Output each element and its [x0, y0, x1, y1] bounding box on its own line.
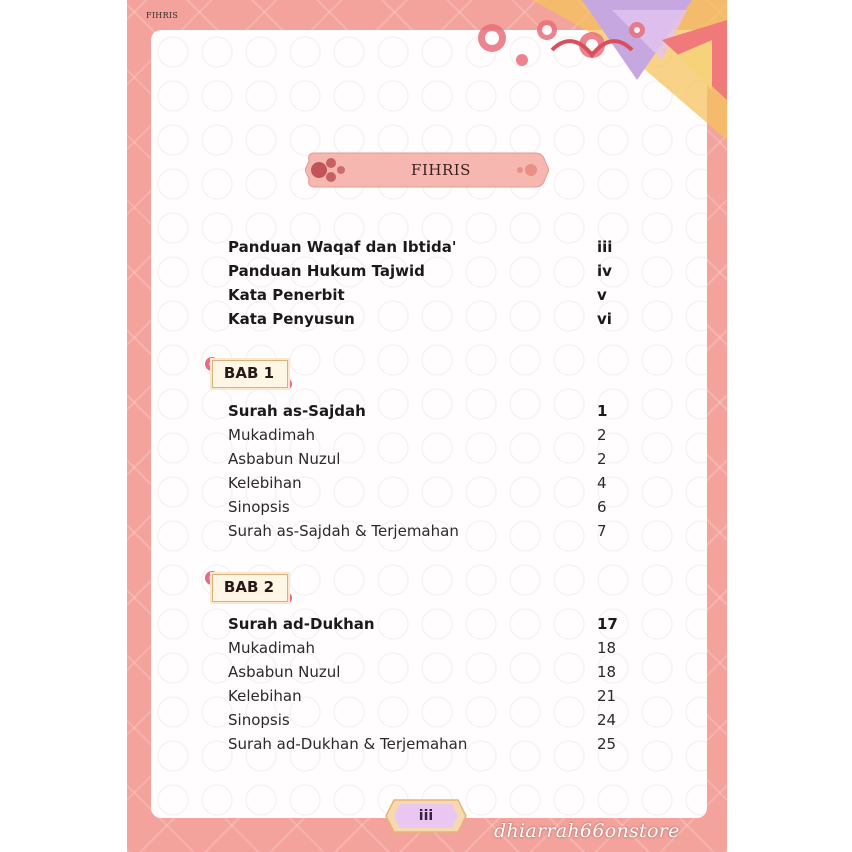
toc-page: 4: [597, 474, 607, 492]
chapter-badge-1: [204, 354, 294, 392]
toc-page: vi: [597, 310, 612, 328]
toc-page: 1: [597, 402, 608, 420]
chapter-badge-label: BAB 1: [223, 364, 275, 382]
toc-label: Asbabun Nuzul: [228, 450, 341, 468]
running-header: FIHRIS: [146, 11, 179, 20]
toc-label: Surah as-Sajdah: [228, 402, 366, 420]
toc-row-chapter-2-heading[interactable]: [228, 615, 620, 639]
toc-label: Panduan Hukum Tajwid: [228, 262, 425, 280]
toc-label: Sinopsis: [228, 711, 290, 729]
toc-page: 18: [597, 639, 617, 657]
toc-page: 18: [597, 663, 617, 681]
toc-row[interactable]: [228, 426, 620, 450]
toc-page: 2: [597, 450, 607, 468]
toc-page: 17: [597, 615, 618, 633]
toc-page: 25: [597, 735, 617, 753]
toc-row[interactable]: [228, 450, 620, 474]
toc-label: Kata Penyusun: [228, 310, 355, 328]
toc-label: Kelebihan: [228, 687, 302, 705]
toc-label: Surah as-Sajdah & Terjemahan: [228, 522, 459, 540]
ornament-top-right-icon: [462, 0, 727, 140]
chapter-badge-2: [204, 568, 294, 606]
toc-row[interactable]: [228, 474, 620, 498]
toc-label: Surah ad-Dukhan: [228, 615, 375, 633]
toc-row-front-4[interactable]: [228, 310, 620, 334]
toc-row[interactable]: [228, 663, 620, 687]
page-number: iii: [418, 808, 434, 824]
toc-label: Surah ad-Dukhan & Terjemahan: [228, 735, 468, 753]
toc-row[interactable]: [228, 687, 620, 711]
toc-page: 24: [597, 711, 617, 729]
toc-label: Kata Penerbit: [228, 286, 345, 304]
toc-page: 7: [597, 522, 607, 540]
toc-row-chapter-1-heading[interactable]: [228, 402, 620, 426]
toc-row[interactable]: [228, 498, 620, 522]
toc-page: v: [597, 286, 607, 304]
toc-row-front-1[interactable]: [228, 238, 620, 262]
toc-page: 2: [597, 426, 607, 444]
toc-page: iii: [597, 238, 613, 256]
toc-row[interactable]: [228, 639, 620, 663]
toc-page: 21: [597, 687, 617, 705]
toc-page: 6: [597, 498, 607, 516]
page-title: FIHRIS: [411, 161, 471, 179]
toc-label: Panduan Waqaf dan Ibtida': [228, 238, 457, 256]
toc-page: iv: [597, 262, 612, 280]
toc-label: Mukadimah: [228, 639, 316, 657]
toc-label: Sinopsis: [228, 498, 290, 516]
toc-row[interactable]: [228, 735, 620, 759]
toc-row-front-3[interactable]: [228, 286, 620, 310]
chapter-badge-label: BAB 2: [223, 578, 275, 596]
toc-label: Mukadimah: [228, 426, 316, 444]
toc-row[interactable]: [228, 711, 620, 735]
toc-label: Kelebihan: [228, 474, 302, 492]
toc-row[interactable]: [228, 522, 620, 546]
toc-label: Asbabun Nuzul: [228, 663, 341, 681]
toc-row-front-2[interactable]: [228, 262, 620, 286]
store-watermark: dhiarrah66onstore: [494, 820, 680, 842]
